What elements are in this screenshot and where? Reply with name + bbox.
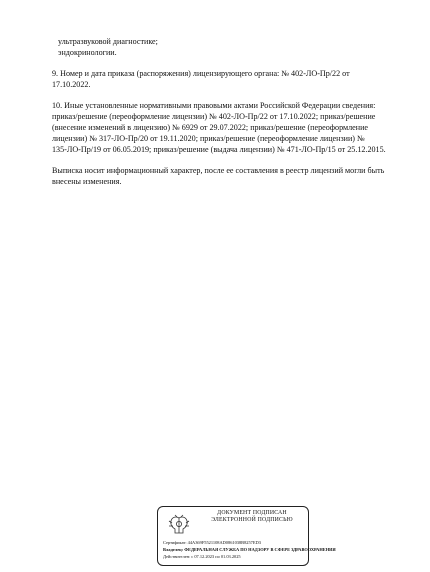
note-line1: Выписка носит информационный характер, после ее составления в реестр лицензий могли быть [52, 166, 385, 175]
list-line-ultrasound: ультразвуковой диагностике; [58, 37, 158, 46]
coat-of-arms-icon [166, 512, 192, 538]
item10-line4: лицензии) № 317-ЛО-Пр/20 от 19.11.2020; приказ/решение (переоформление лицензии) № [52, 134, 365, 143]
item10-line2: приказ/решение (переоформление лицензии) № 402-ЛО-Пр/22 от 17.10.2022; приказ/решение [52, 112, 376, 121]
list-line-endocrinology: эндокринологии. [58, 48, 117, 57]
item10-line3: (внесение изменений в лицензию) № 6929 от 29.07.2022; приказ/решение (переоформление [52, 123, 369, 132]
item10-line1: 10. Иные установленные нормативными правовыми актами Российской Федерации сведения: [52, 101, 376, 110]
stamp-owner: Владелец: ФЕДЕРАЛЬНАЯ СЛУЖБА ПО НАДЗОРУ В СФЕРЕ ЗДРАВООХРАНЕНИЯ [163, 547, 336, 552]
item9-line2: 17.10.2022. [52, 80, 91, 89]
stamp-certificate: Сертификат: 44A369F5521108AD0861038B8257ED3 [163, 540, 261, 545]
stamp-title-line2: ЭЛЕКТРОННОЙ ПОДПИСЬЮ [211, 517, 293, 523]
item10-line5: 135-ЛО-Пр/19 от 06.05.2019; приказ/решение (выдача лицензии) № 471-ЛО-Пр/15 от 25.12.2015. [52, 145, 386, 154]
note-line2: внесены изменения. [52, 177, 122, 186]
electronic-signature-stamp [157, 506, 336, 566]
stamp-title-line1: ДОКУМЕНТ ПОДПИСАН [217, 510, 287, 516]
item9-line1: 9. Номер и дата приказа (распоряжения) лицензирующего органа: № 402-ЛО-Пр/22 от [52, 69, 350, 78]
stamp-title [202, 510, 302, 524]
stamp-validity: Действителен: с 07.12.2023 по 01.03.2025 [163, 554, 241, 559]
